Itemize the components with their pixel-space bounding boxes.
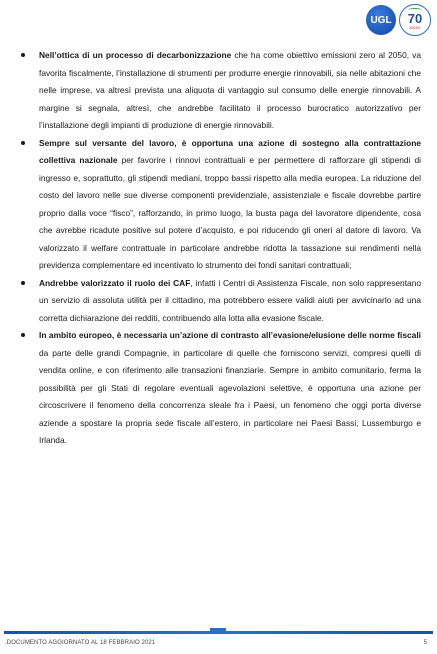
bullet-item-collective-bargaining (14, 135, 421, 275)
footer-update-date: .DOCUMENTO AGGIORNATO AL 18 FEBBRAIO 2021 (5, 640, 156, 646)
footer-divider (4, 631, 433, 634)
bullet-dot (21, 141, 25, 145)
bullet-bold-text: In ambito europeo, è necessaria un’azione di contrasto all’evasione/elusione delle norme fiscali (39, 330, 421, 340)
bullet-item-european-tax-evasion (14, 327, 421, 450)
bullet-bold-text: Sempre sul versante del lavoro, è opportuna una azione di sostegno alla contrattazione collettiva nazionale (39, 137, 421, 165)
bullet-item-decarbonization (14, 47, 421, 135)
header-logos (366, 4, 431, 36)
bullet-body-text: da parte delle grandi Compagnie, in particolare di quelle che forniscono servizi, compresi quelli di vendita online, e con riferimento alle transazioni finanziarie. Sempre in ambito comunitario, ferma la possibilità per gli Stati di regolare eventuali agevolazioni selettive, è opportuna una azione per circoscrivere il fenomeno della concorrenza sleale fra i Paesi, un fenomeno che oggi porta diverse aziende a spostare la propria sede fiscale all’estero, in particolare nei Paesi Bassi, Lussemburgo e Irlanda. (39, 347, 421, 445)
bullet-body-text: , infatti i Centri di Assistenza Fiscale, non solo rappresentano un servizio di assoluta utilità per il cittadino, ma potrebbero essere validi aiuti per avvicinarlo ad una corretta dichiarazione dei redditi, contribuendo alla lotta alla evasione fiscale. (39, 277, 422, 323)
bullet-bold-text: Nell’ottica di un processo di decarbonizzazione (39, 50, 232, 60)
document-body (14, 47, 421, 450)
bullet-item-caf (14, 275, 421, 328)
bullet-dot (21, 53, 25, 57)
anniversary-word: ANNI (409, 24, 421, 30)
bullet-dot (21, 333, 25, 337)
bullet-bold-text: Andrebbe valorizzato il ruolo dei CAF (39, 277, 191, 288)
anniversary-number: 70 (407, 10, 423, 26)
bullet-dot (21, 281, 25, 285)
bullet-list (14, 47, 421, 450)
anniversary-70-logo (399, 4, 431, 36)
ugl-logo: UGL (366, 5, 396, 35)
bullet-body-text: per favorire i rinnovi contrattuali e per permettere di rafforzare gli stipendi di ingresso e, soprattutto, gli stipendi mediani, troppo bassi rispetto alla media europea. La riduzione del costo del lavoro nelle sue diverse componenti previdenziale, assistenziale e fiscale dovrebbe partire proprio dalla voce “fisco”, rafforzando, in primo luogo, la busta paga del lavoratore dipendente, cosa che avrebbe ricadute positive sul potere d’acquisto, e poi riducendo gli oneri al datore di lavoro. Va valorizzato il welfare contrattuale in particolare andrebbe ridotta la tassazione sui rendimenti nella previdenza complementare ed incentivato lo strumento dei fondi sanitari contrattuali; (39, 155, 421, 270)
bullet-body-text: che ha come obiettivo emissioni zero al 2050, va favorita fiscalmente, l’installazione di strumenti per produrre energie rinnovabili, sia nelle abitazioni che nelle imprese, va altresì prevista una aliquota di vantaggio sul consumo delle energie rinnovabili. A margine si segnala, altresì, che andrebbe facilitato il processo burocratico autorizzativo per l’installazione degli impianti di produzione di energie rinnovabili. (39, 50, 421, 130)
page-number: 5 (423, 640, 427, 646)
